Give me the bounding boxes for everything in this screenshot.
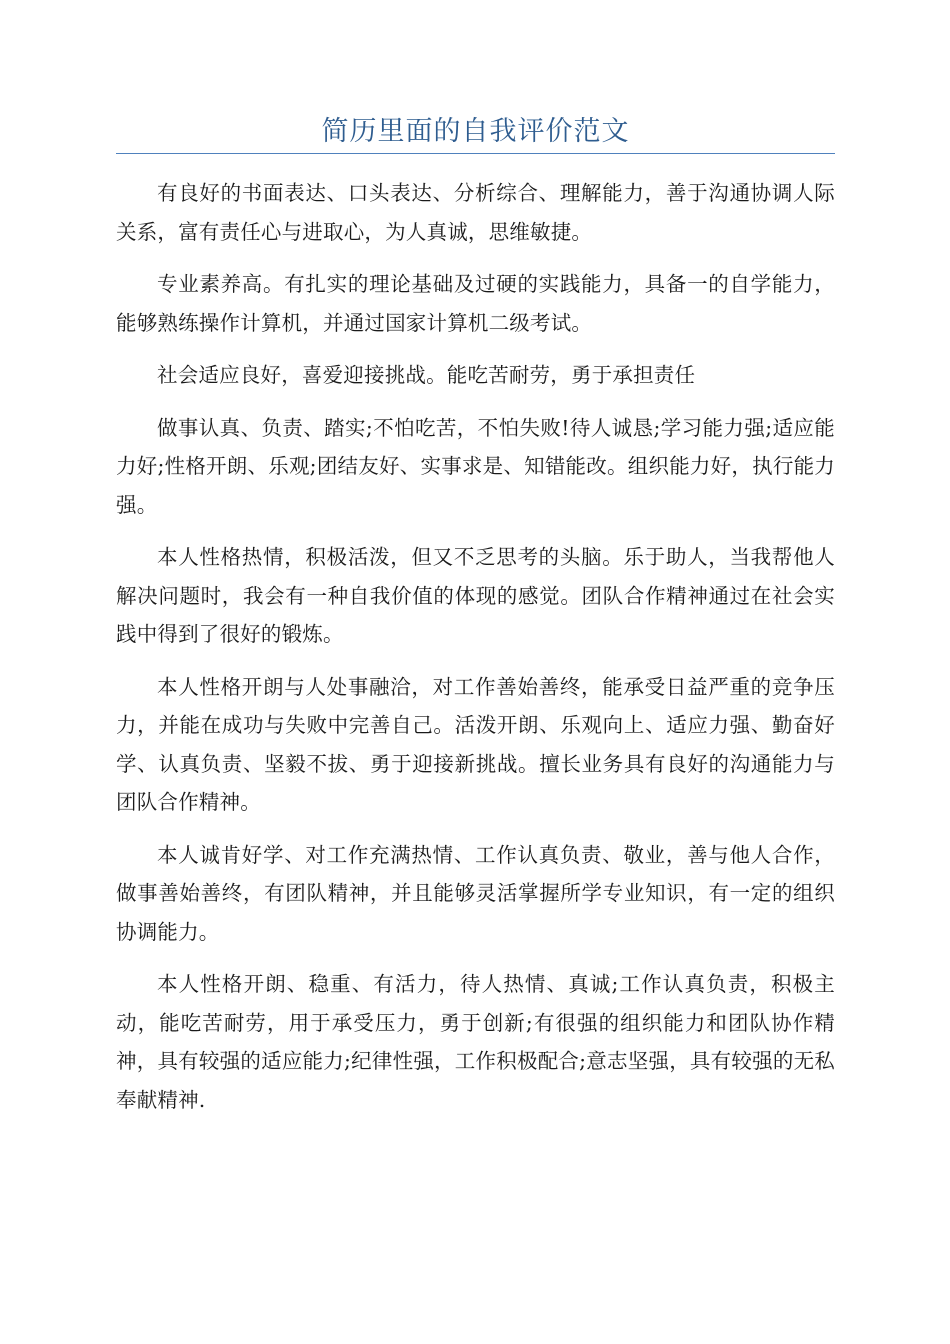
- paragraph: 本人性格开朗、稳重、有活力，待人热情、真诚;工作认真负责，积极主动，能吃苦耐劳，用于承受压力，勇于创新;有很强的组织能力和团队协作精神，具有较强的适应能力;纪律性强，工作积极配合;意志坚强，具有较强的无私奉献精神.: [116, 972, 835, 1112]
- paragraph: 社会适应良好，喜爱迎接挑战。能吃苦耐劳，勇于承担责任: [157, 363, 696, 387]
- paragraph: 本人性格热情，积极活泼，但又不乏思考的头脑。乐于助人，当我帮他人解决问题时，我会有一种自我价值的体现的感觉。团队合作精神通过在社会实践中得到了很好的锻炼。: [116, 545, 835, 646]
- paragraph: 专业素养高。有扎实的理论基础及过硬的实践能力，具备一的自学能力，能够熟练操作计算机，并通过国家计算机二级考试。: [116, 272, 835, 335]
- paragraph: 本人性格开朗与人处事融洽，对工作善始善终，能承受日益严重的竞争压力，并能在成功与失败中完善自己。活泼开朗、乐观向上、适应力强、勤奋好学、认真负责、坚毅不拔、勇于迎接新挑战。擅长业务具有良好的沟通能力与团队合作精神。: [116, 674, 835, 814]
- title-underline: [116, 153, 835, 154]
- paragraph: 有良好的书面表达、口头表达、分析综合、理解能力，善于沟通协调人际关系，富有责任心与进取心，为人真诚，思维敏捷。: [116, 181, 835, 244]
- document-body: [116, 174, 835, 1133]
- paragraph: 做事认真、负责、踏实;不怕吃苦，不怕失败!待人诚恳;学习能力强;适应能力好;性格开朗、乐观;团结友好、实事求是、知错能改。组织能力好，执行能力强。: [116, 415, 835, 517]
- paragraph: 本人诚肯好学、对工作充满热情、工作认真负责、敬业，善与他人合作，做事善始善终，有团队精神，并且能够灵活掌握所学专业知识，有一定的组织协调能力。: [116, 842, 835, 944]
- document-title: 简历里面的自我评价范文: [321, 116, 630, 147]
